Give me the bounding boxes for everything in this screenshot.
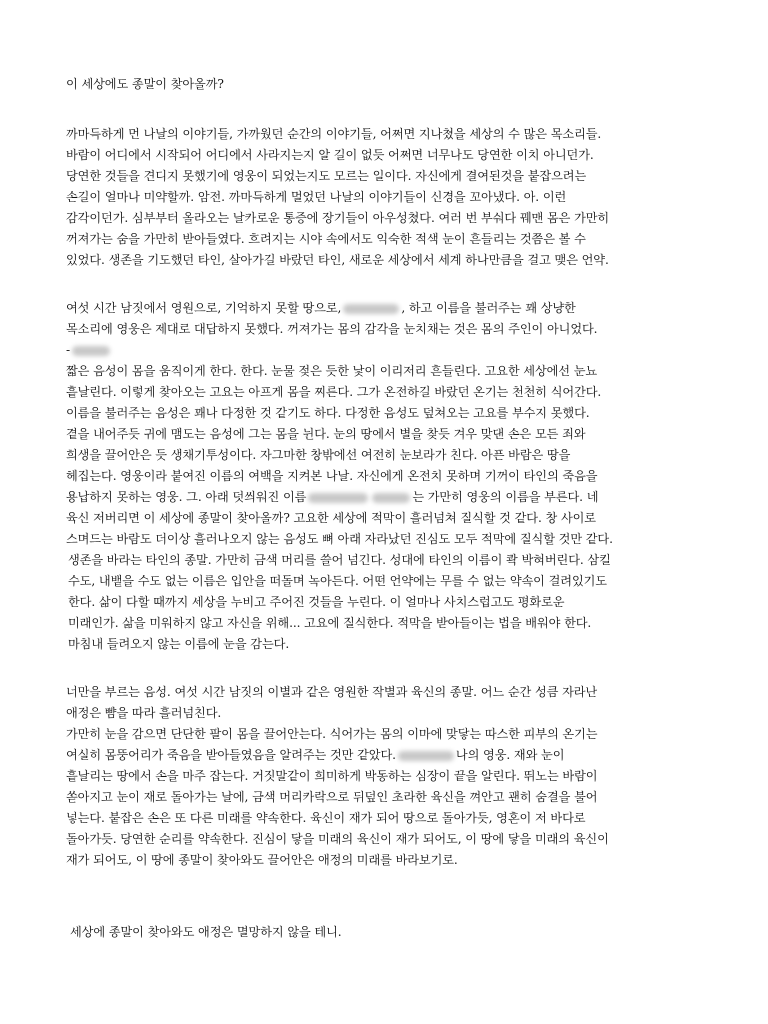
redacted-name-blur — [308, 493, 368, 503]
p1-line-6: 꺼져가는 숨을 가만히 받아들였다. 흐려지는 시야 속에서도 익숙한 적색 눈이 흔들리는 것쯤은 볼 수 — [66, 232, 586, 246]
p3-line-1: 너만을 부르는 음성. 여섯 시간 남짓의 이별과 같은 영원한 작별과 육신의 종말. 어느 순간 성큼 자라난 — [66, 685, 598, 699]
p2-line-11: 육신 저버리면 이 세상에 종말이 찾아올까? 고요한 세상에 적막이 흘러넘쳐 질식할 것 같다. 창 사이로 — [66, 511, 596, 525]
p2-line-1-part-b: , 하고 이름을 불러주는 꽤 상냥한 — [401, 301, 576, 315]
p2-line-12: 스며드는 바람도 더이상 흘러나오지 않는 음성도 뼈 아래 자라났던 진심도 모두 적막에 질식할 것만 같다. — [66, 532, 613, 546]
p2-line-9: 헤집는다. 영웅이라 붙여진 이름의 여백을 지켜본 나날. 자신에게 온전치 못하며 기꺼이 타인의 죽음을 — [66, 469, 598, 483]
p3-line-4 — [66, 747, 564, 763]
p2-line-13: 생존을 바라는 타인의 종말. 가만히 금색 머리를 쓸어 넘긴다. 성대에 타인의 이름이 콱 박혀버린다. 삼킬 — [68, 553, 611, 567]
p3-line-3: 가만히 눈을 감으면 단단한 팔이 몸을 끌어안는다. 식어가는 몸의 이마에 맞닿는 따스한 피부의 온기는 — [66, 727, 598, 741]
p2-line-1 — [66, 300, 576, 316]
redacted-name-blur — [372, 493, 410, 503]
p2-line-15: 한다. 삶이 다할 때까지 세상을 누비고 주어진 것들을 누린다. 이 얼마나 사치스럽고도 평화로운 — [68, 595, 565, 609]
p3-line-7: 넣는다. 붙잡은 손은 또 다른 미래를 약속한다. 육신이 재가 되어 땅으로 돌아가듯, 영혼이 저 바다로 — [66, 811, 586, 825]
redacted-name-blur — [398, 751, 454, 761]
p1-line-5: 감각이던가. 심부부터 올라오는 날카로운 통증에 장기들이 아우성쳤다. 여러 번 부숴다 꿰맨 몸은 가만히 — [66, 211, 610, 225]
p2-line-3 — [66, 342, 112, 358]
redacted-name-blur — [72, 346, 110, 356]
p3-line-4-part-b: 나의 영웅. 재와 눈이 — [455, 748, 565, 762]
p2-line-4: 짧은 음성이 몸을 움직이게 한다. 한다. 눈물 젖은 듯한 낯이 이리저리 흔들린다. 고요한 세상에선 눈뇨 — [66, 364, 598, 378]
p2-line-10-part-a: 용납하지 못하는 영웅. 그. 아래 덧씌워진 이름 — [66, 490, 307, 504]
p2-line-10-part-b: 는 가만히 영웅의 이름을 부른다. 네 — [412, 490, 599, 504]
p2-line-10 — [66, 489, 598, 505]
p2-dash: - — [66, 343, 71, 357]
p2-line-17: 마침내 들려오지 않는 이름에 눈을 감는다. — [68, 637, 290, 651]
p2-line-1-part-a: 여섯 시간 남짓에서 영원으로, 기억하지 못할 땅으로, — [66, 301, 342, 315]
p1-line-2: 바람이 어디에서 시작되어 어디에서 사라지는지 알 길이 없듯 어쩌면 너무나도 당연한 이치 아니던가. — [66, 148, 594, 162]
p1-line-7: 있었다. 생존을 기도했던 타인, 살아가길 바랐던 타인, 새로운 세상에서 세계 하나만큼을 걸고 맺은 언약. — [66, 253, 609, 267]
p1-line-3: 당연한 것들을 견디지 못했기에 영웅이 되었는지도 모르는 일이다. 자신에게 결여된것을 붙잡으려는 — [66, 169, 587, 183]
p2-line-2: 목소리에 영웅은 제대로 대답하지 못했다. 꺼져가는 몸의 감각을 눈치채는 것은 몸의 주인이 아니었다. — [66, 322, 598, 336]
p1-line-4: 손길이 얼마나 미약할까. 암전. 까마득하게 멀었던 나날의 이야기들이 신경을 꼬아냈다. 아. 이런 — [66, 190, 567, 204]
p3-line-4-part-a: 여실히 몸뚱어리가 죽음을 받아들였음을 알려주는 것만 같았다. — [66, 748, 396, 762]
closing-line: 세상에 종말이 찾아와도 애정은 멸망하지 않을 테니. — [70, 925, 342, 939]
document-title: 이 세상에도 종말이 찾아올까? — [66, 77, 224, 91]
p2-line-6: 이름을 불러주는 음성은 꽤나 다정한 것 같기도 하다. 다정한 음성도 덮쳐오는 고요를 부수지 못했다. — [66, 406, 590, 420]
redacted-name-blur — [343, 304, 399, 314]
p2-line-5: 흩날린다. 이렇게 찾아오는 고요는 아프게 몸을 찌른다. 그가 온전하길 바랐던 온기는 천천히 식어간다. — [66, 385, 602, 399]
p2-line-14: 수도, 내뱉을 수도 없는 이름은 입안을 떠돌며 녹아든다. 어떤 언약에는 무를 수 없는 약속이 걸려있기도 — [68, 574, 607, 588]
p2-line-16: 미래인가. 삶을 미워하지 않고 자신을 위해... 고요에 질식한다. 적막을 받아들이는 법을 배워야 한다. — [68, 616, 592, 630]
p2-line-7: 곁을 내어주듯 귀에 맴도는 음성에 그는 몸을 뉜다. 눈의 땅에서 별을 찾듯 겨우 맞댄 손은 모든 죄와 — [66, 427, 586, 441]
p2-line-8: 희생을 끌어안은 듯 생채기투성이다. 자그마한 창밖에선 여전히 눈보라가 친다. 아픈 바람은 땅을 — [66, 448, 571, 462]
p3-line-8: 돌아가듯. 당연한 순리를 약속한다. 진심이 닿을 미래의 육신이 재가 되어도, 이 땅에 닿을 미래의 육신이 — [66, 832, 609, 846]
p3-line-6: 쏟아지고 눈이 재로 돌아가는 날에, 금색 머리카락으로 뒤덮인 초라한 육신을 껴안고 괜히 숨결을 불어 — [66, 790, 598, 804]
p3-line-9: 재가 되어도, 이 땅에 종말이 찾아와도 끌어안은 애정의 미래를 바라보기로. — [66, 853, 458, 867]
p3-line-5: 흩날리는 땅에서 손을 마주 잡는다. 거짓말같이 희미하게 박동하는 심장이 끝을 알린다. 뛰노는 바람이 — [66, 769, 598, 783]
p3-line-2: 애정은 뺨을 따라 흘러넘친다. — [66, 706, 222, 720]
p1-line-1: 까마득하게 먼 나날의 이야기들, 가까웠던 순간의 이야기들, 어쩌면 지나쳤을 세상의 수 많은 목소리들. — [66, 127, 602, 141]
